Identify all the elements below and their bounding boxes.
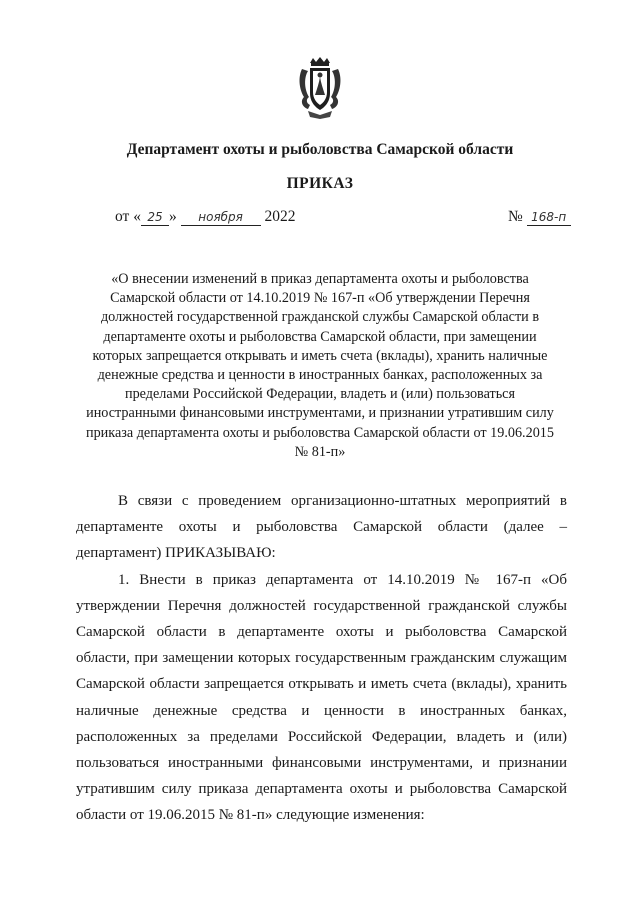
order-subject: «О внесении изменений в приказ департамента охоты и рыболовства Самарской области от 14.10.2019 № 167-п «Об утверждении Перечня должностей государственной гражданской службы Самарской области в департаменте охоты и рыболовства Самарской области, при замещении которых запрещается открывать и иметь счета (вклады), хранить наличные денежные средства и ценности в иностранных банках, расположенных за пределами Российской Федерации, владеть и (или) пользоваться иностранными финансовыми инструментами, и признании утратившим силу приказа департамента охоты и рыболовства Самарской области от 19.06.2015 № 81-п» (86, 271, 554, 460)
order-date (115, 208, 295, 226)
number-sign: № (508, 208, 523, 225)
date-month: ноября (181, 210, 261, 226)
order-number (508, 208, 571, 226)
department-title: Департамент охоты и рыболовства Самарской области (126, 141, 514, 158)
document-type-heading: ПРИКАЗ (286, 175, 354, 192)
body-paragraph: 1. Внести в приказ департамента от 14.10.2019 № 167-п «Об утверждении Перечня должностей государственной гражданской службы Самарской области в департаменте охоты и рыболовства Самарской области, при замещении которых государственным гражданским служащим Самарской области запрещается открывать и иметь счета (вклады), хранить наличные денежные средства и ценности в иностранных банках, расположенных за пределами Российской Федерации, владеть и (или) пользоваться иностранными финансовыми инструментами, и признании утратившим силу приказа департамента охоты и рыболовства Самарской области от 19.06.2015 № 81-п» следующие изменения: (76, 571, 567, 824)
date-close-quote: » (168, 208, 177, 225)
body-paragraph: В связи с проведением организационно-штатных мероприятий в департаменте охоты и рыболовства Самарской области (далее – департамент) ПРИКАЗЫВАЮ: (76, 493, 567, 562)
date-day: 25 (141, 210, 169, 226)
order-body (76, 488, 567, 829)
date-year: 2022 (264, 208, 296, 225)
coat-of-arms-icon (296, 55, 344, 119)
number-value: 168-п (527, 210, 571, 226)
date-prefix: от « (115, 208, 141, 225)
